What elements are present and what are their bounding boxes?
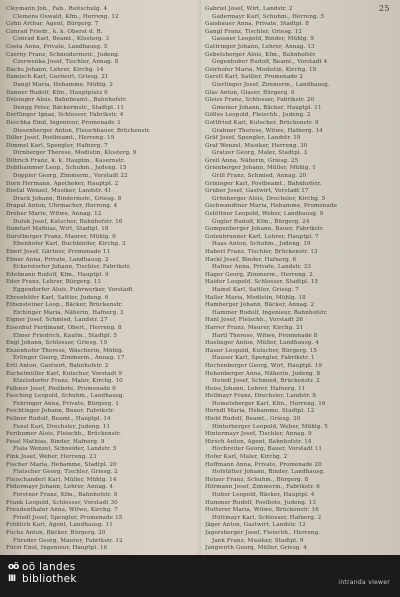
directory-entry: Gebetsberger Alois, Kfm., Bahnhofstr. <box>205 51 317 58</box>
directory-entry: Diesenberger Anton, Fleischhauer, Brückenstr. <box>13 127 151 134</box>
directory-entry: Herndl Maria, Hebamme, Stadtpl. 12 <box>205 408 315 415</box>
directory-entry: Diller Josef, Postbeamt., Herreng. 19 <box>6 135 115 142</box>
directory-entry: Heindl Josef, Schmied, Brückenstr. 2 <box>212 378 320 385</box>
directory-entry: Hechenberger Georg, Wirt, Hauptpl. 19 <box>205 362 323 369</box>
address-column-right <box>205 6 393 553</box>
directory-entry: Hainzl Karl, Sattler, Griesg. 7 <box>212 286 299 293</box>
directory-entry: Enzenhofer Therese, Wäscherin, Mühlg. <box>6 347 124 354</box>
directory-entry: Dreher Marie, Witwe, Annag. 12 <box>6 211 102 218</box>
directory-entry: Hoffmann Anna, Private, Promenade 20 <box>205 461 322 468</box>
directory-entry: Fuchs Anton, Bäcker, Bürgerg. 20 <box>6 529 106 536</box>
directory-entry: Gölles Leopold, Fleischh., Judeng. 2 <box>205 112 311 119</box>
directory-entry: Jagersberger Josef, Fleischh., Herreng. <box>205 529 321 536</box>
directory-entry: Gerstl Karl, Sattler, Promenade 2 <box>205 74 303 81</box>
directory-entry: Deschka Emil, Ingenieur, Promenade 3 <box>6 119 121 126</box>
directory-entry: Dufek Josef, Kutscher, Bahnhofstr. 16 <box>13 218 123 225</box>
directory-entry: Harrer Franz, Maurer, Kirchg. 21 <box>205 324 304 331</box>
directory-entry: Friedl Josef, Spengler, Promenade 15 <box>13 514 123 521</box>
directory-entry: Jungwirth Georg, Müller, Griesg. 4 <box>205 545 307 552</box>
directory-entry: Hanl Josef, Fleischh., Vorstadt 26 <box>205 317 304 324</box>
directory-entry: Eggendorfer Alois, Fuhrwerker, Vorstadt <box>13 286 133 293</box>
directory-entry: Dachs Johann, Lehrer, Kirchg. 14 <box>6 66 104 73</box>
directory-entry: Fiala Wenzel, Schneider, Landstr. 5 <box>13 446 117 453</box>
directory-entry: Gattringer Johann, Lehrer, Annag. 13 <box>205 43 315 50</box>
directory-entry: Dimmel Karl, Spengler, Hafnerg. 7 <box>6 142 108 149</box>
directory-entry: Conrad Friedr., k. k. Oberst d. R. <box>6 28 103 35</box>
directory-entry: Eder Franz, Lehrer, Bürgerg. 13 <box>6 279 101 286</box>
directory-entry: Costa Anna, Private, Landhausg. 5 <box>6 43 108 50</box>
directory-entry: Danner Rudolf, Kfm., Hauptplatz 6 <box>6 89 108 96</box>
directory-entry: Gumpenberger Johann, Bauer, Fabrikstr. <box>205 226 325 233</box>
directory-entry: Geirhofer Maria, Modistin, Kirchg. 18 <box>205 66 317 73</box>
directory-entry: Gottfried Karl, Kutscher, Brückenstr. 9 <box>205 119 319 126</box>
directory-entry: Fischer Maria, Hebamme, Stadtpl. 20 <box>6 461 117 468</box>
directory-entry: Hüttmayr Karl, Schlosser, Hafnerg. 2 <box>212 514 322 521</box>
directory-entry: Drack Johann, Bindermstr., Griesg. 8 <box>13 195 122 202</box>
directory-entry: Ebenhofer Karl, Buchbinder, Kirchg. 3 <box>13 241 126 248</box>
directory-entry: Grill Franz, Schmied, Annag. 20 <box>212 173 307 180</box>
directory-entry: Dirnberger Therese, Modistin, Klosterg. 9 <box>13 150 137 157</box>
directory-entry: Hauser Karl, Spengler, Fabrikstr. 1 <box>212 355 315 362</box>
directory-entry: Hintermayr Josef, Tischler, Annag. 9 <box>205 431 312 438</box>
directory-entry: Gruber Josef, Gastwirt, Vorstadt 17 <box>205 188 309 195</box>
directory-entry: Hemetsberger Karl, Kfm., Herreng. 16 <box>212 400 326 407</box>
directory-entry: Haller Maria, Modistin, Mühlg. 18 <box>205 294 306 301</box>
directory-entry: Dittrich Franz, k. k. Hauptm., Kasernstr. <box>6 157 125 164</box>
page-fold-shadow <box>198 0 201 555</box>
directory-entry: Elmer Friedrich, Kaufm., Stadtpl. 5 <box>13 332 117 339</box>
directory-entry: Gratzer Georg, Maler, Stadtpl. 3 <box>212 150 308 157</box>
directory-entry: Conrad Karl, Beamt., Klosterg. 3 <box>13 36 110 43</box>
directory-entry: Hirsch Anton, Agent, Bahnhofstr. 14 <box>205 438 312 445</box>
directory-entry: Gstöttner Leopold, Weber, Landhausg. 9 <box>205 211 324 218</box>
directory-entry: Czerwenka Josef, Tischler, Annag. 8 <box>13 59 119 66</box>
directory-entry: Czerny Franz, Schneidermstr., Judeng. <box>6 51 120 58</box>
directory-entry: Hager Georg, Zimmerm., Herreng. 2 <box>205 271 313 278</box>
directory-entry: Gugler Rudolf, Kfm., Bürgerg. 24 <box>212 218 310 225</box>
viewer-footer <box>0 555 400 597</box>
intranda-viewer-link[interactable]: intranda viewer <box>338 579 390 586</box>
directory-entry: Fenzl Karl, Drechsler, Judeng. 11 <box>13 423 111 430</box>
directory-entry: Edelmann Rudolf, Kfm., Hauptpl. 9 <box>6 271 109 278</box>
directory-entry: Gegenhuber Rudolf, Beamt., Vorstadt 4 <box>212 59 328 66</box>
directory-entry: Hammer Rudolf, Ingenieur, Bahnhofstr. <box>212 309 328 316</box>
directory-entry: Eisenhut Ferdinand, Oberl., Herreng. 8 <box>6 324 122 331</box>
directory-entry: Eigner Josef, Schmied, Landstr. 27 <box>6 317 108 324</box>
directory-entry: Grienberger Johann, Müller, Mühlg. 1 <box>205 165 316 172</box>
logo-text-line1: oö landes <box>22 561 76 573</box>
directory-entry: Fröhlich Karl, Agent, Landhausg. 11 <box>6 522 113 529</box>
directory-entry: Gierlinger Josef, Zimmerm., Landhausg. <box>212 81 330 88</box>
directory-entry: Gmeiner Johann, Bäcker, Hauptpl. 11 <box>212 104 322 111</box>
directory-entry: Hamberger Johann, Bäcker, Annag. 2 <box>205 302 315 309</box>
directory-entry: Haslinger Anton, Müller, Landhausg. 4 <box>205 340 319 347</box>
directory-entry: Hehenberger Anna, Näherin, Judeng. 8 <box>205 370 321 377</box>
directory-entry: Doppler Georg, Zimmerm., Vorstadt 22 <box>13 173 128 180</box>
logo-text-line2: bibliothek <box>22 573 77 585</box>
directory-entry: Hauer Leopold, Kutscher, Bürgerg. 15 <box>205 347 318 354</box>
directory-entry: Derflinger Ignaz, Schlosser, Fabrikstr. 4 <box>6 112 124 119</box>
directory-entry: Hummer Rudolf, Postbote, Judeng. 13 <box>205 499 317 506</box>
directory-entry: Hinterberger Leopold, Weber, Mühlg. 5 <box>212 423 328 430</box>
directory-entry: Etzelsdorfer Franz, Maler, Kirchg. 10 <box>13 378 123 385</box>
directory-entry: Eschelmüller Karl, Kutscher, Vorstadt 9 <box>6 370 123 377</box>
directory-entry: Fürst Emil, Ingenieur, Hauptpl. 16 <box>6 545 108 552</box>
directory-entry: Gräf Josef, Spengler, Landstr. 19 <box>205 135 301 142</box>
directory-entry: Hofer Karl, Maler, Kirchg. 2 <box>205 454 288 461</box>
directory-entry: Füreder Georg, Maurer, Fabrikstr. 12 <box>13 537 123 544</box>
directory-entry: Gaisbauer Anna, Private, Stadtpl. 8 <box>205 21 309 28</box>
directory-entry: Dumfart Mathias, Wirt, Stadtpl. 18 <box>6 226 109 233</box>
directory-entry: Glas Anton, Glaser, Bürgerg. 6 <box>205 89 295 96</box>
directory-entry: Haas Anton, Schuhm., Judeng. 19 <box>212 241 311 248</box>
directory-entry: Gleiss Franz, Schlosser, Fabrikstr. 20 <box>205 97 315 104</box>
directory-entry: Clemens Oswald, Kfm., Herreng. 12 <box>13 13 119 20</box>
directory-entry: Durstberger Franz, Maurer, Mühlg. 6 <box>6 233 116 240</box>
directory-entry: Cleymann Joh., Fab., Reitschulg. 4 <box>6 6 108 12</box>
directory-entry: Hochreiter Georg, Bauer, Vorstadt 11 <box>212 446 323 453</box>
directory-entry: Cohn Arthur, Agent, Bürgerg. 7 <box>6 21 99 28</box>
directory-entry: Gassner Leopold, Binder, Mühlg. 9 <box>212 36 314 43</box>
directory-entry: Ertl Anton, Gastwirt, Bahnhofstr. 2 <box>6 362 109 369</box>
page-number: 25 <box>378 4 390 13</box>
directory-entry: Gschwandtner Maria, Hebamme, Promenade <box>205 203 338 210</box>
directory-entry: Gadermayr Karl, Schuhm., Herreng. 5 <box>212 13 325 20</box>
directory-entry: Ferihumer Alois, Fleischh., Brückenstr. <box>6 431 122 438</box>
directory-entry: Grininger Karl, Postbeamt., Bahnhofstr. <box>205 180 322 187</box>
directory-entry: Fink Josef, Weber, Herreng. 23 <box>6 454 97 461</box>
directory-entry: Hörmann Josef, Zimmerm., Fabrikstr. 6 <box>205 484 320 491</box>
directory-entry: Flatscher Georg, Tischler, Griesg. 2 <box>13 469 118 476</box>
directory-entry: Gangl Franz, Tischler, Griesg. 12 <box>205 28 303 35</box>
directory-entry: Ehrenhöfer Karl, Sattler, Judeng. 6 <box>6 294 109 301</box>
directory-entry: Holzer Franz, Schuhm., Bürgerg. 8 <box>205 476 309 483</box>
directory-entry: Gutenbrunner Karl, Lehrer, Hauptpl. 7 <box>205 233 319 240</box>
directory-entry: Huber Leopold, Bäcker, Hauptpl. 4 <box>212 492 315 498</box>
directory-entry: Hutterer Maria, Witwe, Brückenstr. 16 <box>205 507 319 514</box>
directory-entry: Haberl Franz, Tischler, Brückenstr. 13 <box>205 249 318 255</box>
directory-entry: Jank Franz, Musiker, Stadtpl. 9 <box>212 537 304 544</box>
logo-mark-icon: oö <box>8 562 19 572</box>
directory-entry: Fleischanderl Karl, Müller, Mühlg. 14 <box>6 476 117 483</box>
directory-entry: Fasching Leopold, Schuhm., Landhausg. <box>6 393 125 400</box>
directory-entry: Grünberger Alois, Drechsler, Kirchg. 5 <box>212 195 326 202</box>
directory-entry: Dorn Hermann, Apotheker, Hauptpl. 2 <box>6 180 119 187</box>
directory-entry: Frank Leopold, Schlosser, Vorstadt 30 <box>6 499 118 506</box>
directory-entry: Erlinger Georg, Zimmerm., Annag. 17 <box>13 355 125 362</box>
directory-entry: Grabner Therese, Witwe, Hafnerg. 14 <box>212 127 323 134</box>
directory-entry: Forstner Franz, Kfm., Bahnhofstr. 8 <box>13 492 118 498</box>
directory-entry: Eibensteiner Leop., Bäcker, Brückenstr. <box>6 302 123 309</box>
directory-entry: Engl Johann, Schlosser, Griesg. 19 <box>6 340 108 347</box>
directory-entry: Falkner Josef, Postbote, Promenade 6 <box>6 385 116 392</box>
directory-entry: Hackl Josef, Binder, Hafnerg. 6 <box>205 256 297 263</box>
directory-entry: Haider Leopold, Schlosser, Stadtpl. 15 <box>205 279 319 286</box>
directory-entry: Deisinger Alois, Bahnbeamt., Bahnhofstr. <box>6 97 128 104</box>
address-column-left <box>6 6 194 553</box>
directory-entry: Drapal Anton, Uhrmacher, Herreng. 4 <box>6 203 118 210</box>
directory-entry: Damisch Karl, Gastwirt, Griesg. 21 <box>6 74 109 81</box>
directory-entry: Dengg Peter, Bäckermstr., Stadtpl. 11 <box>13 104 125 111</box>
directory-entry: Gabriel Josef, Wirt, Landstr. 2 <box>205 6 293 12</box>
directory-entry: Eberl Josef, Gärtner, Promenade 11 <box>6 249 111 255</box>
directory-entry: Freudenthaler Anna, Witwe, Kirchg. 7 <box>6 507 118 514</box>
directory-entry: Heiss Johann, Lehrer, Hafnerg. 11 <box>205 385 306 392</box>
directory-entry: Hartl Therese, Witwe, Promenade 8 <box>212 332 318 339</box>
directory-entry: Eckerstorfer Johann, Tischler, Fabrikstr. <box>13 264 132 271</box>
directory-entry: Eichinger Maria, Näherin, Hafnerg. 3 <box>13 309 124 316</box>
directory-entry: Greil Anna, Näherin, Griesg. 25 <box>205 157 299 164</box>
directory-entry: Födermayr Johann, Lehrer, Annag. 4 <box>6 484 113 491</box>
library-logo[interactable] <box>8 561 77 585</box>
directory-entry: Hiebl Rudolf, Beamt., Griesg. 30 <box>205 416 301 423</box>
directory-entry: Fehringer Anna, Private, Bürgerg. 1 <box>13 400 120 407</box>
directory-entry: Dangl Maria, Hebamme, Mühlg. 2 <box>13 81 113 88</box>
directory-entry: Ebner Anna, Private, Landhausg. 2 <box>6 256 109 263</box>
directory-entry: Dostal Wenzel, Musiker, Landstr. 41 <box>6 188 112 195</box>
directory-entry: Jäger Anton, Gastwirt, Landstr. 12 <box>205 522 306 529</box>
logo-bars-icon: III <box>8 574 16 584</box>
directory-entry: Hafner Anna, Private, Landstr. 33 <box>212 264 312 271</box>
directory-entry: Fessl Mathias, Binder, Hafnerg. 9 <box>6 438 105 445</box>
directory-entry: Fellner Rudolf, Beamt., Hauptpl. 14 <box>6 416 111 423</box>
directory-entry: Doblhammer Leop., Schuhm., Judeng. 15 <box>6 165 127 172</box>
directory-entry: Feichtinger Johann, Bauer, Fabrikstr. <box>6 408 115 415</box>
directory-entry: Graf Wenzel, Musiker, Herreng. 30 <box>205 142 308 149</box>
directory-entry: Hofstätter Johann, Binder, Landhausg. <box>212 469 326 476</box>
directory-entry: Hellmayr Franz, Drechsler, Landstr. 8 <box>205 393 317 400</box>
